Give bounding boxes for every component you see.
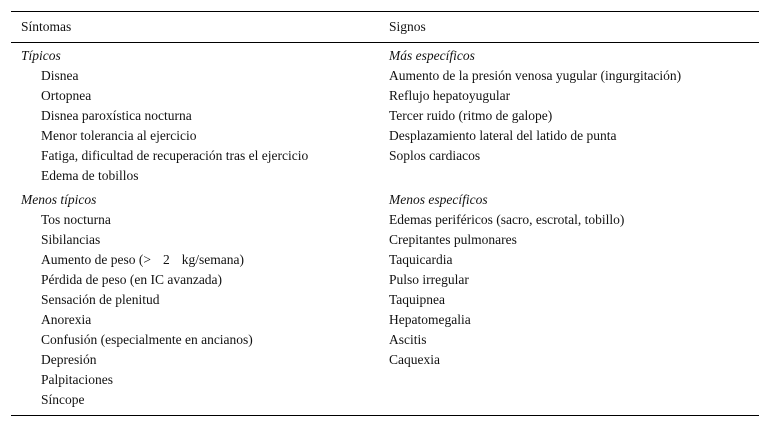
sintomas-tipicos-group bbox=[21, 46, 308, 186]
list-item: Anorexia bbox=[41, 312, 92, 327]
weight-gain-unit: kg/semana) bbox=[181, 252, 244, 267]
category-title: Menos típicos bbox=[21, 192, 97, 207]
list-item: Palpitaciones bbox=[41, 372, 113, 387]
signos-menos-especificos-group bbox=[389, 190, 624, 370]
list-item: Síncope bbox=[41, 392, 85, 407]
list-item: Sensación de plenitud bbox=[41, 292, 160, 307]
list-item: Hepatomegalia bbox=[389, 312, 471, 327]
signos-mas-especificos-group bbox=[389, 46, 681, 166]
list-item: Crepitantes pulmonares bbox=[389, 232, 517, 247]
list-item: Fatiga, dificultad de recuperación tras el ejercicio bbox=[41, 148, 309, 163]
list-item-weight-gain bbox=[21, 250, 253, 270]
list-item: Pulso irregular bbox=[389, 272, 469, 287]
list-item: Sibilancias bbox=[41, 232, 101, 247]
category-title: Más específicos bbox=[389, 48, 475, 63]
list-item: Aumento de la presión venosa yugular (ingurgitación) bbox=[389, 68, 682, 83]
list-item: Ascitis bbox=[389, 332, 427, 347]
list-item: Tercer ruido (ritmo de galope) bbox=[389, 108, 553, 123]
list-item: Soplos cardiacos bbox=[389, 148, 481, 163]
weight-gain-label: Aumento de peso (> bbox=[41, 252, 151, 267]
list-item: Pérdida de peso (en IC avanzada) bbox=[41, 272, 223, 287]
list-item: Tos nocturna bbox=[41, 212, 111, 227]
table-header-row bbox=[11, 12, 759, 43]
weight-gain-value: 2 bbox=[162, 252, 170, 267]
list-item: Desplazamiento lateral del latido de punta bbox=[389, 128, 617, 143]
list-item: Disnea bbox=[41, 68, 79, 83]
list-item: Disnea paroxística nocturna bbox=[41, 108, 192, 123]
sintomas-menos-tipicos-group bbox=[21, 190, 253, 410]
list-item: Caquexia bbox=[389, 352, 440, 367]
list-item: Ortopnea bbox=[41, 88, 92, 103]
header-sintomas: Síntomas bbox=[21, 19, 72, 34]
category-title: Menos específicos bbox=[389, 192, 488, 207]
list-item: Taquicardia bbox=[389, 252, 453, 267]
list-item: Confusión (especialmente en ancianos) bbox=[41, 332, 253, 347]
list-item: Edemas periféricos (sacro, escrotal, tobillo) bbox=[389, 212, 625, 227]
list-item: Menor tolerancia al ejercicio bbox=[41, 128, 197, 143]
header-signos: Signos bbox=[389, 19, 426, 34]
symptoms-signs-table bbox=[11, 11, 759, 416]
list-item: Depresión bbox=[41, 352, 97, 367]
list-item: Taquipnea bbox=[389, 292, 446, 307]
list-item: Edema de tobillos bbox=[41, 168, 139, 183]
category-title: Típicos bbox=[21, 48, 61, 63]
list-item: Reflujo hepatoyugular bbox=[389, 88, 511, 103]
